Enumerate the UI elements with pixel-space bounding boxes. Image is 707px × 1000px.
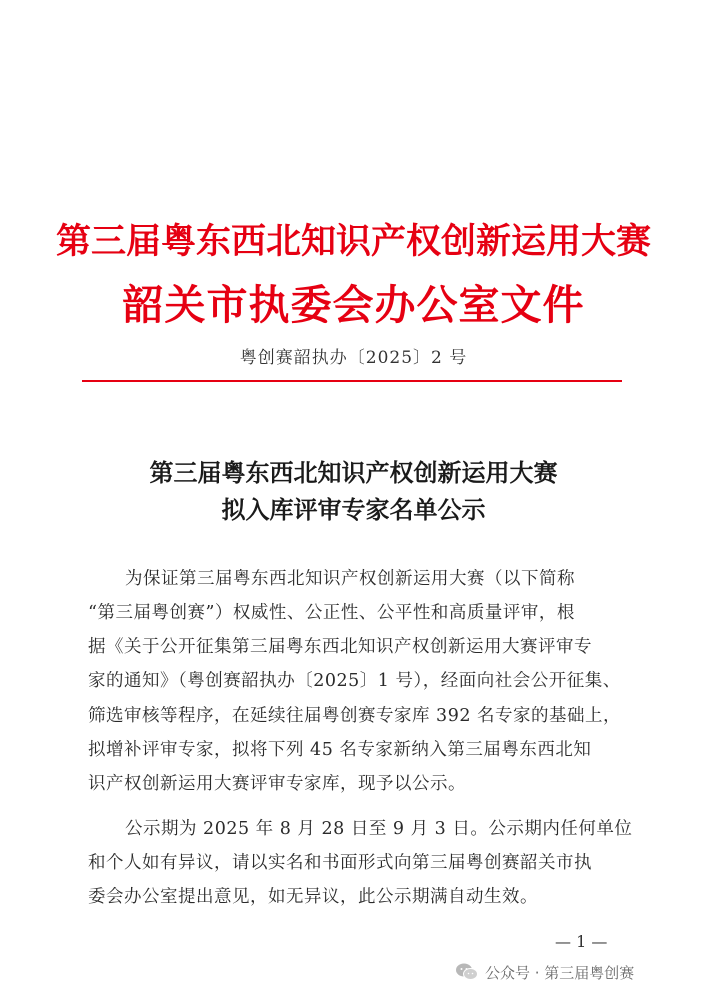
body-line: “第三届粤创赛”）权威性、公正性、公平性和高质量评审，根 [88, 603, 575, 623]
body-line: 拟增补评审专家，拟将下列 45 名专家新纳入第三届粤东西北知 [88, 740, 592, 760]
notice-title-line1: 第三届粤东西北知识产权创新运用大赛 [149, 458, 558, 487]
body-line: 委会办公室提出意见，如无异议，此公示期满自动生效。 [88, 887, 538, 907]
body-line: 据《关于公开征集第三届粤东西北知识产权创新运用大赛评审专 [88, 637, 592, 657]
body-line: 家的通知》（粤创赛韶执办〔2025〕1 号），经面向社会公开征集、 [88, 671, 621, 691]
issuer-header-line2: 韶关市执委会办公室文件 [122, 281, 585, 329]
page-number: — 1 — [555, 932, 608, 951]
body-line: 和个人如有异议，请以实名和书面形式向第三届粤创赛韶关市执 [88, 853, 592, 873]
body-line: 筛选审核等程序，在延续往届粤创赛专家库 392 名专家的基础上， [88, 706, 622, 726]
watermark-text: 公众号 · 第三届粤创赛 [485, 963, 635, 982]
body-line: 识产权创新运用大赛评审专家库，现予以公示。 [88, 774, 466, 794]
body-line: 为保证第三届粤东西北知识产权创新运用大赛（以下简称 [125, 569, 575, 589]
body-line: 公示期为 2025 年 8 月 28 日至 9 月 3 日。公示期内任何单位 [125, 819, 633, 839]
document-number: 粤创赛韶执办〔2025〕2 号 [239, 348, 468, 368]
notice-title-line2: 拟入库评审专家名单公示 [221, 495, 486, 524]
watermark [455, 960, 634, 984]
red-divider-line [82, 380, 622, 382]
wechat-icon [455, 962, 479, 982]
issuer-header-line1: 第三届粤东西北知识产权创新运用大赛 [55, 221, 651, 262]
